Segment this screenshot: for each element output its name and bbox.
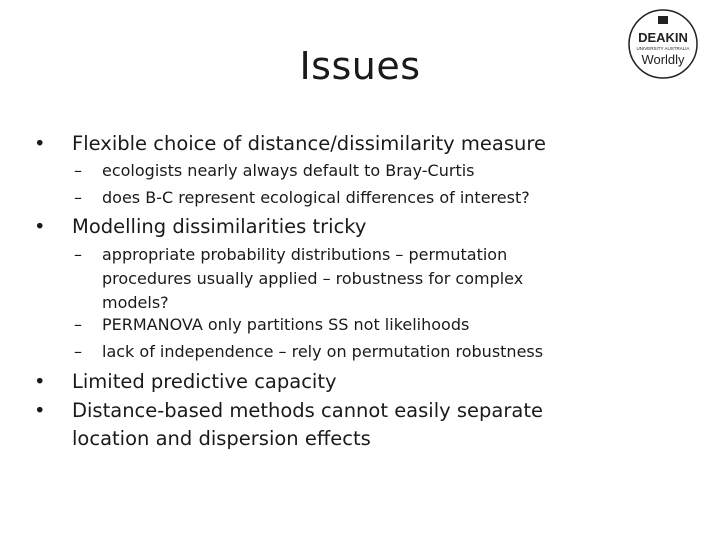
bullet-marker: • (34, 215, 46, 238)
bullet-item (34, 368, 644, 396)
bullet-item (34, 213, 644, 241)
sub-bullet-item (74, 186, 594, 210)
bullet-text: Distance-based methods cannot easily separate location and dispersion effects (72, 399, 543, 450)
bullet-text: Limited predictive capacity (72, 370, 337, 393)
sub-bullet-text: does B-C represent ecological differences of interest? (102, 188, 530, 207)
sub-bullet-text: PERMANOVA only partitions SS not likelihoods (102, 315, 470, 334)
sub-bullet-text: appropriate probability distributions – permutation procedures usually applied – robustness for complex models? (102, 245, 524, 312)
bullet-marker: • (34, 399, 46, 422)
bullet-marker: • (34, 132, 46, 155)
sub-bullet-item (74, 313, 594, 337)
sub-bullet-text: lack of independence – rely on permutation robustness (102, 342, 544, 361)
dash-marker: – (74, 245, 82, 264)
logo-subtitle: UNIVERSITY AUSTRALIA (636, 46, 690, 51)
dash-marker: – (74, 188, 82, 207)
bullet-item (34, 130, 644, 158)
dash-marker: – (74, 315, 82, 334)
sub-bullet-item (74, 243, 554, 315)
logo-tagline: Worldly (641, 52, 685, 67)
dash-marker: – (74, 161, 82, 180)
sub-bullet-item (74, 159, 594, 183)
sub-bullet-item (74, 340, 614, 364)
bullet-marker: • (34, 370, 46, 393)
bullet-text: Flexible choice of distance/dissimilarity measure (72, 132, 546, 155)
logo-name: DEAKIN (638, 30, 688, 45)
slide-title: Issues (299, 44, 421, 88)
sub-bullet-text: ecologists nearly always default to Bray-Curtis (102, 161, 475, 180)
bullet-item (34, 397, 564, 453)
dash-marker: – (74, 342, 82, 361)
bullet-text: Modelling dissimilarities tricky (72, 215, 367, 238)
